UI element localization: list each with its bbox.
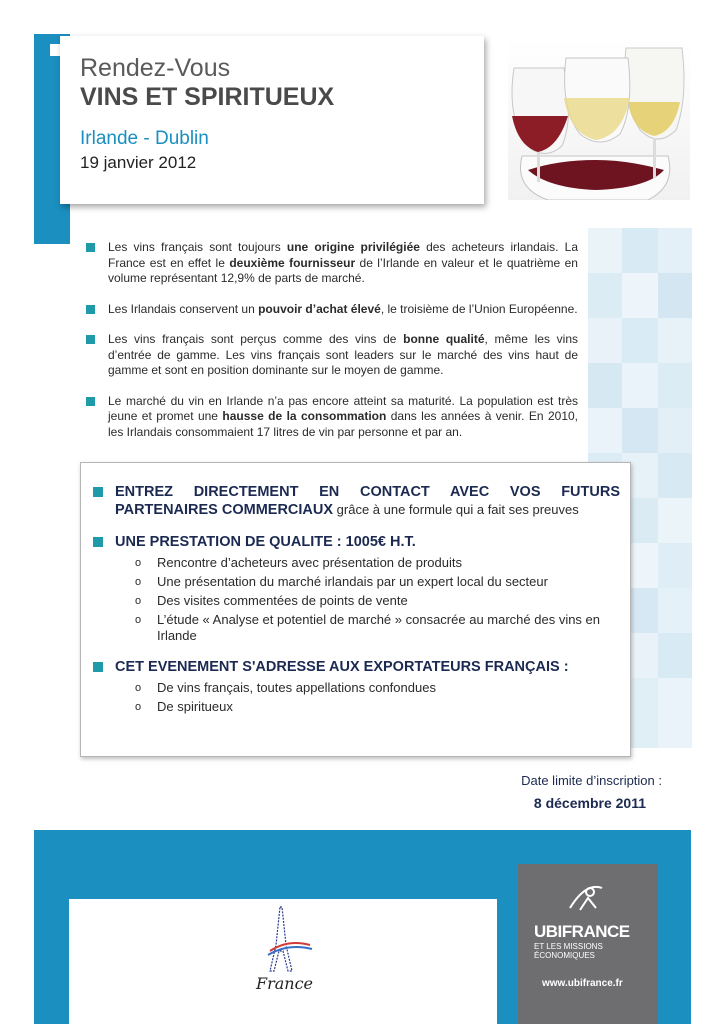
header-card (60, 36, 484, 204)
event-location: Irlande - Dublin (80, 128, 209, 149)
intro-item: Les vins français sont toujours une origine privilégiée des acheteurs irlandais. La France est en effet le deuxième fournisseur de l’Irlande en valeur et le quatrième en volume représentant 12,9% de parts de marché. (86, 240, 578, 287)
prestation-item: o Des visites commentées de points de vente (135, 593, 408, 608)
audience-list (93, 680, 620, 715)
prestation-list (93, 555, 620, 644)
circle-bullet-icon: o (135, 701, 142, 713)
offer-headline-audience: CET EVENEMENT S'ADRESSE AUX EXPORTATEURS FRANÇAIS : (93, 658, 620, 676)
deadline-date: 8 décembre 2011 (533, 795, 646, 811)
france-logo (252, 905, 322, 995)
square-bullet-icon (86, 305, 95, 314)
square-bullet-icon (86, 243, 95, 252)
circle-bullet-icon: o (135, 614, 142, 626)
circle-bullet-icon: o (135, 557, 142, 569)
intro-bullet-list (86, 240, 578, 455)
prestation-item: o Rencontre d’acheteurs avec présentation de produits (135, 555, 462, 570)
ubifrance-logo (518, 864, 658, 1024)
wine-glasses-photo (508, 38, 690, 200)
website-link[interactable]: www.ubifrance.fr (542, 978, 623, 989)
square-bullet-icon (86, 397, 95, 406)
square-bullet-icon (86, 335, 95, 344)
circle-bullet-icon: o (135, 595, 142, 607)
ubifrance-subtitle: ET LES MISSIONS ÉCONOMIQUES (534, 942, 603, 960)
ubifrance-name: UBIFRANCE (534, 922, 630, 941)
event-date: 19 janvier 2012 (80, 153, 197, 172)
square-bullet-icon (93, 662, 103, 672)
offer-box (80, 462, 631, 757)
offer-headline-contact: ENTREZ DIRECTEMENT EN CONTACT AVEC VOS FUTURS PARTENAIRES COMMERCIAUX grâce à une formule qui a fait ses preuves (93, 483, 620, 519)
audience-item: o De vins français, toutes appellations confondues (135, 680, 436, 695)
title-line-1: Rendez-Vous (80, 54, 231, 82)
intro-item: Les Irlandais conservent un pouvoir d’achat élevé, le troisième de l’Union Européenne. (86, 302, 578, 318)
prestation-item: o Une présentation du marché irlandais par un expert local du secteur (135, 574, 548, 589)
prestation-item: o L’étude « Analyse et potentiel de marché » consacrée au marché des vins en Irlande (135, 612, 601, 643)
intro-item: Le marché du vin en Irlande n’a pas encore atteint sa maturité. La population est très jeune et promet une hausse de la consommation dans les années à venir. En 2010, les Irlandais consommaient 17 litres de vin par personne et par an. (86, 394, 578, 441)
title-line-2: VINS ET SPIRITUEUX (80, 83, 335, 111)
audience-item: o De spiritueux (135, 699, 233, 714)
circle-bullet-icon: o (135, 682, 142, 694)
deadline-label: Date limite d’inscription : (521, 773, 662, 788)
square-bullet-icon (93, 537, 103, 547)
france-logo-text: France (256, 974, 314, 993)
ubifrance-figure-icon (566, 878, 606, 918)
square-bullet-icon (93, 487, 103, 497)
intro-item: Les vins français sont perçus comme des vins de bonne qualité, même les vins d’entrée de gamme. Les vins français sont leaders sur le marché des vins haut de gamme et sont en position dominante sur le moyen de gamme. (86, 332, 578, 379)
offer-headline-prestation: UNE PRESTATION DE QUALITE : 1005€ H.T. (93, 533, 620, 551)
circle-bullet-icon: o (135, 576, 142, 588)
